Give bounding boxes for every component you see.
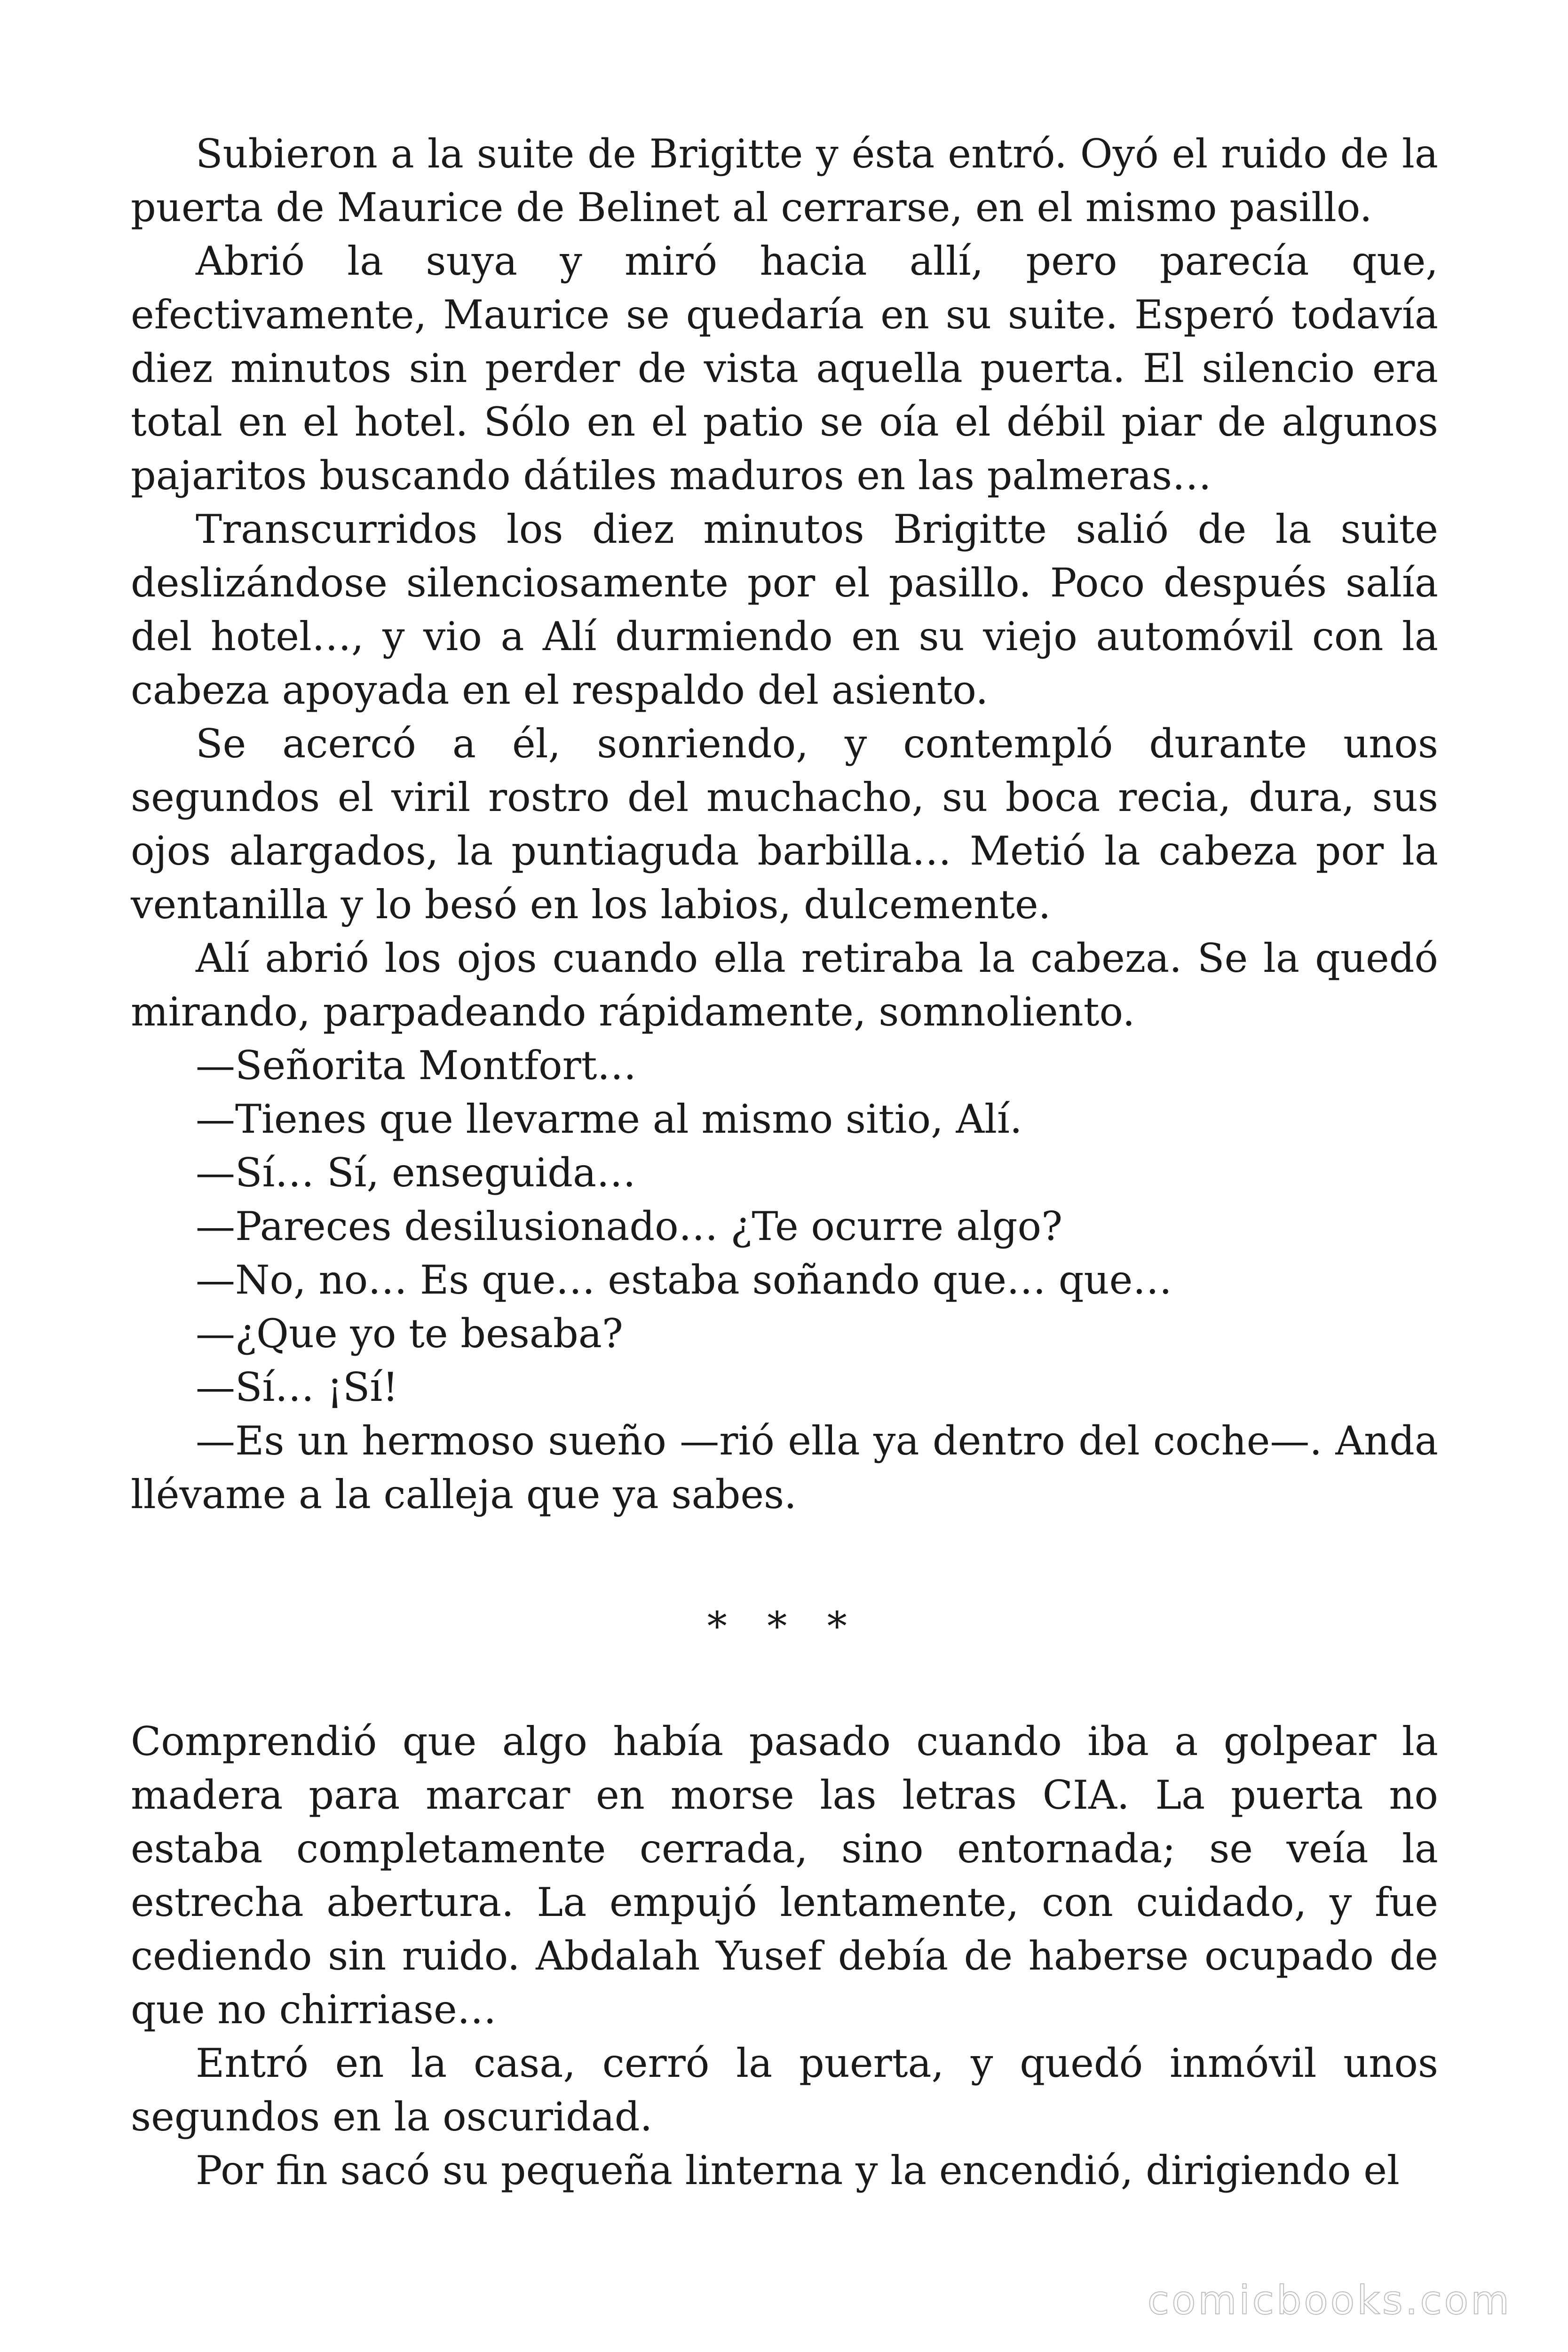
dialogue-line: —Es un hermoso sueño —rió ella ya dentro del coche—. Anda llévame a la calleja que ya sabes.: [131, 1418, 1438, 1518]
paragraph: Abrió la suya y miró hacia allí, pero parecía que, efectivamente, Maurice se quedaría en su suite. Esperó todavía diez minutos sin perder de vista aquella puerta. El silencio era total en el hotel. Sólo en el patio se oía el débil piar de algunos pajaritos buscando dátiles maduros en las palmeras…: [131, 238, 1438, 499]
dialogue-line: —Tienes que llevarme al mismo sitio, Alí.: [196, 1096, 1022, 1142]
paragraph: Transcurridos los diez minutos Brigitte salió de la suite deslizándose silenciosamente por el pasillo. Poco después salía del hotel…, y vio a Alí durmiendo en su viejo automóvil con la cabeza apoyada en el respaldo del asiento.: [131, 506, 1438, 713]
paragraph: Se acercó a él, sonriendo, y contempló durante unos segundos el viril rostro del muchacho, su boca recia, dura, sus ojos alargados, la puntiaguda barbilla… Metió la cabeza por la ventanilla y lo besó en los labios, dulcemente.: [131, 721, 1438, 928]
dialogue-line: —¿Que yo te besaba?: [196, 1311, 623, 1357]
paragraph: Entró en la casa, cerró la puerta, y quedó inmóvil unos segundos en la oscuridad.: [131, 2040, 1438, 2140]
scene-separator: * * *: [707, 1603, 861, 1649]
dialogue-line: —Pareces desilusionado… ¿Te ocurre algo?: [196, 1203, 1063, 1249]
section-2-text: [131, 1715, 1438, 2197]
section-1-text: [131, 127, 1438, 1521]
paragraph: Por fin sacó su pequeña linterna y la encendió, dirigiendo el: [196, 2147, 1400, 2193]
paragraph: Subieron a la suite de Brigitte y ésta entró. Oyó el ruido de la puerta de Maurice de Belinet al cerrarse, en el mismo pasillo.: [131, 131, 1438, 230]
watermark: comicbooks.com: [1147, 2277, 1512, 2323]
paragraph: Comprendió que algo había pasado cuando iba a golpear la madera para marcar en morse las letras CIA. La puerta no estaba completamente cerrada, sino entornada; se veía la estrecha abertura. La empujó lentamente, con cuidado, y fue cediendo sin ruido. Abdalah Yusef debía de haberse ocupado de que no chirriase…: [131, 1718, 1438, 2033]
dialogue-line: —No, no… Es que… estaba soñando que… que…: [196, 1257, 1172, 1303]
dialogue-line: —Sí… ¡Sí!: [196, 1364, 399, 1410]
dialogue-line: —Señorita Montfort…: [196, 1042, 637, 1089]
paragraph: Alí abrió los ojos cuando ella retiraba la cabeza. Se la quedó mirando, parpadeando rápidamente, somnoliento.: [131, 935, 1438, 1035]
dialogue-line: —Sí… Sí, enseguida…: [196, 1150, 636, 1196]
